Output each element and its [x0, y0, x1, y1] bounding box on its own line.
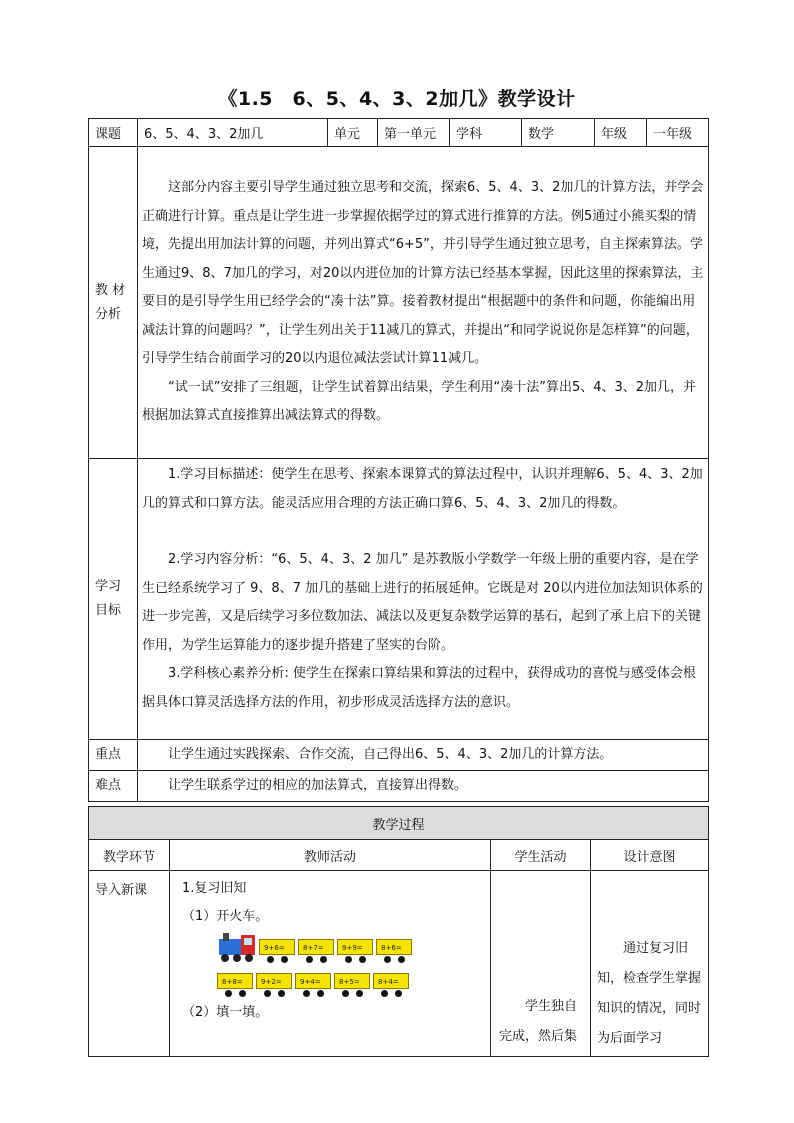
train-wheel [320, 956, 327, 963]
process-heading: 教学过程 [89, 807, 709, 840]
train-car: 9+6= [259, 939, 295, 955]
train-wheel [239, 990, 246, 997]
train-wheel [278, 990, 285, 997]
goals-spacer [142, 518, 704, 546]
train-wheel [342, 990, 349, 997]
train-wheel [359, 956, 366, 963]
analysis-label-line1: 教 材 [95, 282, 126, 298]
key-point-row [89, 740, 709, 771]
train-car: 8+4= [373, 973, 409, 989]
train-wheel [345, 956, 352, 963]
design-intent: 通过复习旧知，检查学生掌握知识的情况，同时为后面学习 [591, 871, 709, 1057]
goal-2: 2.学习内容分析：“6、5、4、3、2 加几” 是苏教版小学数学一年级上册的重要内容，是在学生已经系统学习了 9、8、7 加几的基础上进行的拓展延伸。它既是对 20以内进位加法知识体系的进一步完善，又是后续学习多位数加法、减法以及更复杂数学运算的基石，起到了承上启下的关键作用，为学生运算能力的逐步提升搭建了坚实的台阶。 [142, 552, 703, 653]
train-wheel [264, 990, 271, 997]
train-wheel [306, 956, 313, 963]
train-wheel [303, 990, 310, 997]
subject-label: 学科 [450, 119, 522, 147]
process-heading-row [89, 807, 709, 840]
key-point-text: 让学生通过实践探索、合作交流，自己得出6、5、4、3、2加几的计算方法。 [138, 740, 709, 771]
difficulty-text: 让学生联系学过的相应的加法算式，直接算出得数。 [138, 771, 709, 802]
teaching-process-table [88, 806, 709, 1057]
train-wheel [384, 956, 391, 963]
col-student: 学生活动 [491, 840, 591, 871]
train-wheel [267, 956, 274, 963]
topic-value: 6、5、4、3、2加几 [138, 119, 328, 147]
subject-value: 数学 [522, 119, 595, 147]
train-car: 8+8= [217, 973, 253, 989]
goals-row [89, 459, 709, 740]
goals-label [89, 459, 138, 740]
train-wheel [225, 990, 232, 997]
train-car: 8+6= [376, 939, 412, 955]
train-wheel [356, 990, 363, 997]
train-wheel [281, 956, 288, 963]
train-illustration [217, 931, 437, 999]
train-car: 9+9= [337, 939, 373, 955]
train-car: 8+5= [334, 973, 370, 989]
difficulty-label: 难点 [89, 771, 138, 802]
analysis-label [89, 147, 138, 459]
unit-value: 第一单元 [378, 119, 450, 147]
col-stage: 教学环节 [89, 840, 170, 871]
analysis-content [138, 147, 709, 459]
process-row-intro [89, 871, 709, 1057]
topic-label: 课题 [89, 119, 138, 147]
key-point-label: 重点 [89, 740, 138, 771]
analysis-row [89, 147, 709, 459]
col-teacher: 教师活动 [170, 840, 491, 871]
stage-intro: 导入新课 [89, 871, 170, 1057]
review-heading: 1.复习旧知 [182, 881, 247, 896]
train-wheel [317, 990, 324, 997]
train-wheel [381, 990, 388, 997]
train-car: 9+2= [256, 973, 292, 989]
unit-label: 单元 [328, 119, 378, 147]
lesson-info-table [88, 118, 709, 802]
student-activity: 学生独自完成，然后集 [491, 871, 591, 1057]
document-title: 《1.5 6、5、4、3、2加几》教学设计 [218, 88, 576, 110]
analysis-label-line2: 分析 [95, 306, 122, 322]
col-intent: 设计意图 [591, 840, 709, 871]
difficulty-row [89, 771, 709, 802]
grade-label: 年级 [595, 119, 647, 147]
train-car: 8+7= [298, 939, 334, 955]
goal-3: 3.学科核心素养分析: 使学生在探索口算结果和算法的过程中，获得成功的喜悦与感受体会根据具体口算灵活选择方法的作用，初步形成灵活选择方法的意识。 [142, 666, 696, 710]
train-wheel [398, 956, 405, 963]
process-header-row [89, 840, 709, 871]
train-item-label: （1）开火车。 [182, 909, 269, 924]
fill-item-label: （2）填一填。 [182, 1005, 269, 1020]
train-car: 9+4= [295, 973, 331, 989]
goals-label-line2: 目标 [95, 603, 122, 618]
grade-value: 一年级 [647, 119, 709, 147]
teacher-activity [170, 871, 491, 1057]
goal-1: 1.学习目标描述：使学生在思考、探索本课算式的算法过程中，认识并理解6、5、4、3、2加几的算式和口算方法。能灵活应用合理的方法正确口算6、5、4、3、2加几的得数。 [142, 467, 703, 511]
locomotive-icon [217, 931, 257, 963]
analysis-paragraph-1: 这部分内容主要引导学生通过独立思考和交流，探索6、5、4、3、2加几的计算方法，并学会正确进行计算。重点是让学生进一步掌握依据学过的算式进行推算的方法。例5通过小熊买梨的情境，先提出用加法计算的问题，并列出算式“6+5”，并引导学生通过独立思考，自主探索算法。学生通过9、8、7加几的学习，对20以内进位加的计算方法已经基本掌握，因此这里的探索算法，主要目的是引导学生用已经学会的“凑十法”算。接着教材提出“根据题中的条件和问题，你能编出用减法计算的问题吗？”，让学生列出关于11减几的算式，并提出“和同学说说你是怎样算”的问题，引导学生结合前面学习的20以内退位减法尝试计算11减几。 [142, 180, 704, 367]
analysis-paragraph-2: “试一试”安排了三组题，让学生试着算出结果，学生利用“凑十法”算出5、4、3、2加几，并根据加法算式直接推算出减法算式的得数。 [142, 379, 697, 424]
goals-label-line1: 学习 [95, 579, 122, 594]
info-row [89, 119, 709, 147]
train-wheel [395, 990, 402, 997]
goals-content [138, 459, 709, 740]
